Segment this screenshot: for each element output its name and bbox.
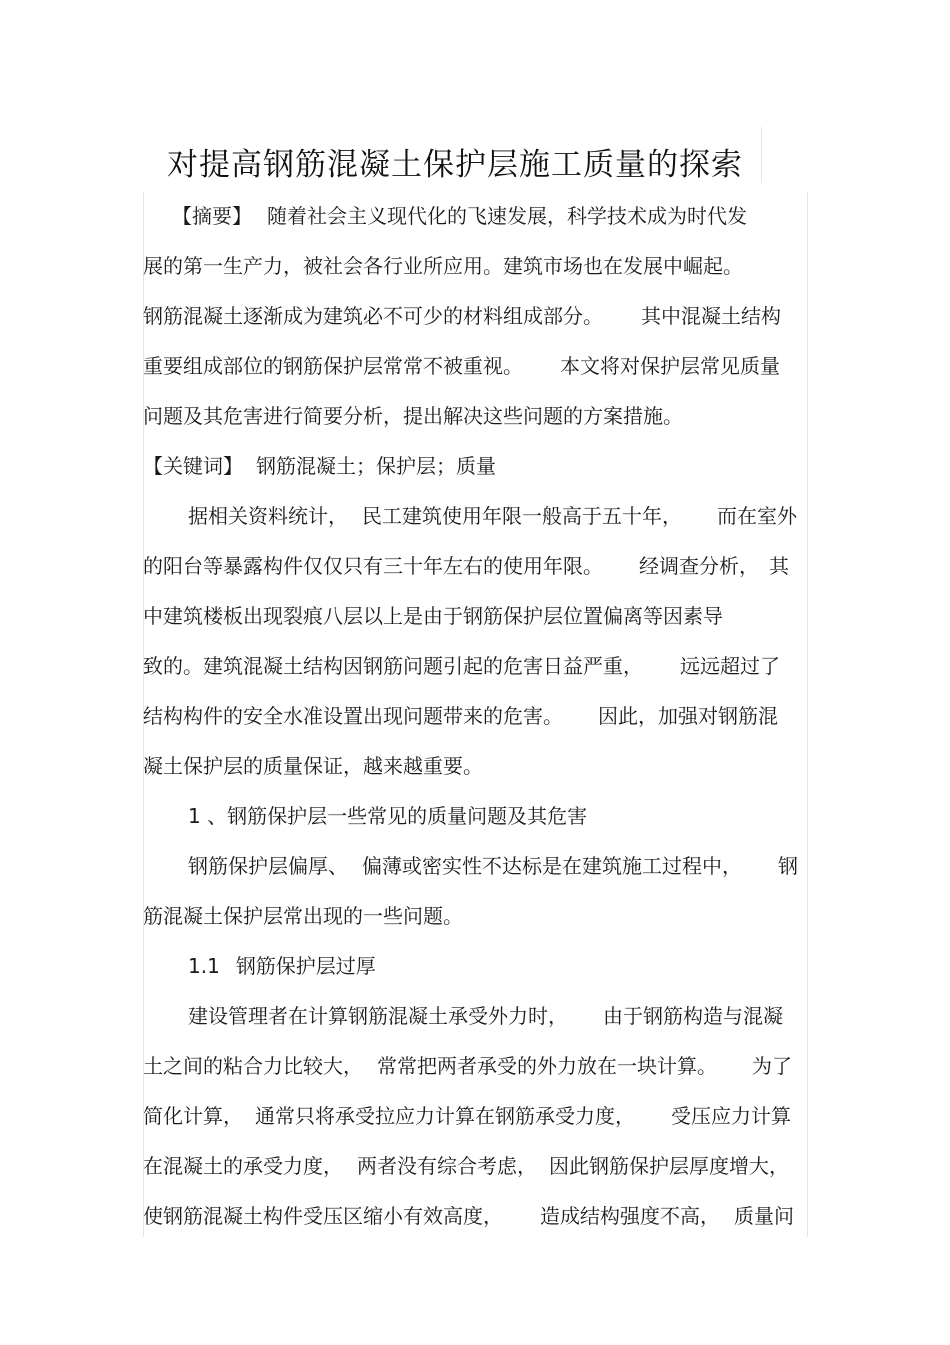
text-run: 简化计算， [143, 1104, 243, 1128]
text-run: 远远超过了 [680, 654, 780, 678]
text-run: 重要组成部位的钢筋保护层常常不被重视。 [143, 354, 523, 378]
text-run: 建设管理者在计算钢筋混凝土承受外力时， [188, 1004, 568, 1028]
keywords-text: 钢筋混凝土；保护层；质量 [256, 454, 496, 478]
text-run: 为了 [752, 1054, 792, 1078]
section-1-1-line-3 [143, 1100, 791, 1132]
intro-line-3: 中建筑楼板出现裂痕八层以上是由于钢筋保护层位置偏离等因素导 [143, 604, 723, 628]
keywords-line [143, 450, 496, 482]
text-run: 致的。建筑混凝土结构因钢筋问题引起的危害日益严重， [143, 654, 643, 678]
abstract-line-1 [172, 200, 747, 232]
text-run: 两者没有综合考虑， [357, 1154, 537, 1178]
text-run: 在混凝土的承受力度， [143, 1154, 343, 1178]
section-number: 1.1 [188, 954, 220, 978]
text-run: 钢筋混凝土逐渐成为建筑必不可少的材料组成部分。 [143, 304, 603, 328]
text-run: 偏薄或密实性不达标是在建筑施工过程中， [362, 854, 742, 878]
abstract-line-3 [143, 300, 781, 332]
intro-line-6: 凝土保护层的质量保证，越来越重要。 [143, 754, 483, 778]
text-run: 土之间的粘合力比较大， [143, 1054, 363, 1078]
text-run: 经调查分析， [639, 554, 759, 578]
text-run: 钢 [778, 854, 798, 878]
section-title: 钢筋保护层过厚 [235, 954, 376, 978]
section-1-line-2: 筋混凝土保护层常出现的一些问题。 [143, 904, 463, 928]
text-run: 其中混凝土结构 [641, 304, 781, 328]
text-run: 而在室外 [717, 504, 797, 528]
text-run: 由于钢筋构造与混凝 [603, 1004, 783, 1028]
text-run: 使钢筋混凝土构件受压区缩小有效高度， [143, 1204, 503, 1228]
intro-line-1 [188, 500, 797, 532]
text-run: 民工建筑使用年限一般高于五十年， [362, 504, 682, 528]
text-run: 因此钢筋保护层厚度增大， [549, 1154, 789, 1178]
section-1-line-1 [188, 850, 798, 882]
text-run: 钢筋保护层偏厚、 [188, 854, 348, 878]
text-run: 据相关资料统计， [188, 504, 348, 528]
text-run: 的阳台等暴露构件仅仅只有三十年左右的使用年限。 [143, 554, 603, 578]
intro-line-2 [143, 550, 789, 582]
text-run: 常常把两者承受的外力放在一块计算。 [377, 1054, 717, 1078]
text-run: 质量问 [734, 1204, 794, 1228]
text-run: 造成结构强度不高， [540, 1204, 720, 1228]
abstract-line-4 [143, 350, 780, 382]
document-title: 对提高钢筋混凝土保护层施工质量的探索 [167, 147, 743, 183]
text-run: 本文将对保护层常见质量 [560, 354, 780, 378]
text-run: 通常只将承受拉应力计算在钢筋承受力度， [255, 1104, 635, 1128]
text-run: 因此，加强对钢筋混 [598, 704, 778, 728]
page-border-right [807, 192, 808, 1237]
abstract-text: 随着社会主义现代化的飞速发展，科学技术成为时代发 [267, 204, 747, 228]
abstract-line-5: 问题及其危害进行简要分析，提出解决这些问题的方案措施。 [143, 404, 683, 428]
abstract-line-2: 展的第一生产力，被社会各行业所应用。建筑市场也在发展中崛起。 [143, 254, 743, 278]
text-run: 受压应力计算 [671, 1104, 791, 1128]
section-1-1-line-5 [143, 1200, 794, 1232]
intro-line-4 [143, 650, 780, 682]
section-1-heading: 1 、钢筋保护层一些常见的质量问题及其危害 [188, 804, 588, 828]
section-1-1-line-4 [143, 1150, 789, 1182]
abstract-label: 【摘要】 [172, 204, 252, 228]
intro-line-5 [143, 700, 778, 732]
text-run: 结构构件的安全水准设置出现问题带来的危害。 [143, 704, 563, 728]
text-run: 其 [769, 554, 789, 578]
keywords-label: 【关键词】 [143, 454, 243, 478]
section-1-1-line-1 [188, 1000, 783, 1032]
section-1-1-heading [188, 950, 376, 982]
section-1-1-line-2 [143, 1050, 792, 1082]
